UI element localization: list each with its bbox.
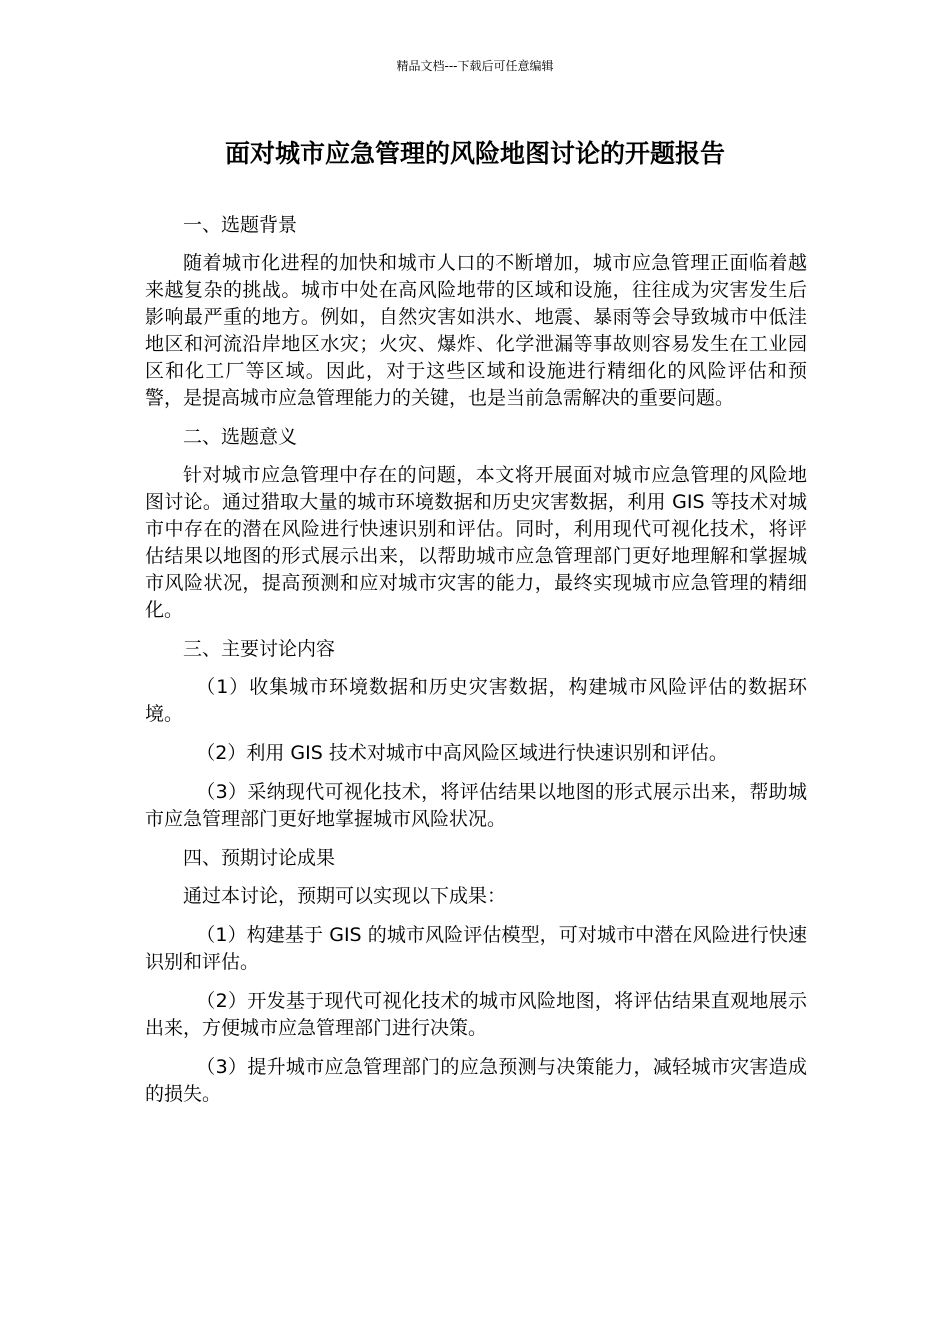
main-content-item-1: （1）收集城市环境数据和历史灾害数据，构建城市风险评估的数据环境。 [145, 676, 807, 725]
section-heading-main-content: 三、主要讨论内容 [183, 638, 336, 660]
expected-results-intro: 通过本讨论，预期可以实现以下成果： [183, 885, 507, 907]
background-paragraph: 随着城市化进程的加快和城市人口的不断增加，城市应急管理正面临着越来越复杂的挑战。城市中处在高风险地带的区域和设施，往往成为灾害发生后影响最严重的地方。例如，自然灾害如洪水、地震、暴雨等会导致城市中低洼地区和河流沿岸地区水灾；火灾、爆炸、化学泄漏等事故则容易发生在工业园区和化工厂等区域。因此，对于这些区域和设施进行精细化的风险评估和预警，是提高城市应急管理能力的关键，也是当前急需解决的重要问题。 [145, 252, 807, 409]
expected-result-item-2: （2）开发基于现代可视化技术的城市风险地图，将评估结果直观地展示出来，方便城市应急管理部门进行决策。 [145, 990, 807, 1039]
section-heading-expected-results: 四、预期讨论成果 [183, 847, 336, 869]
page-header: 精品文档---下载后可任意编辑 [396, 59, 554, 73]
significance-paragraph: 针对城市应急管理中存在的问题，本文将开展面对城市应急管理的风险地图讨论。通过猎取大量的城市环境数据和历史灾害数据，利用 GIS 等技术对城市中存在的潜在风险进行快速识别和评估。同时，利用现代可视化技术，将评估结果以地图的形式展示出来，以帮助城市应急管理部门更好地理解和掌握城市风险状况，提高预测和应对城市灾害的能力，最终实现城市应急管理的精细化。 [145, 464, 807, 621]
document-title: 面对城市应急管理的风险地图讨论的开题报告 [224, 139, 725, 168]
document-body [145, 212, 807, 1120]
expected-result-item-3: （3）提升城市应急管理部门的应急预测与决策能力，减轻城市灾害造成的损失。 [145, 1056, 807, 1105]
main-content-item-2: （2）利用 GIS 技术对城市中高风险区域进行快速识别和评估。 [196, 742, 728, 764]
section-heading-significance: 二、选题意义 [183, 426, 298, 448]
expected-result-item-1: （1）构建基于 GIS 的城市风险评估模型，可对城市中潜在风险进行快速识别和评估。 [145, 924, 807, 973]
section-heading-background: 一、选题背景 [183, 214, 298, 236]
main-content-item-3: （3）采纳现代可视化技术，将评估结果以地图的形式展示出来，帮助城市应急管理部门更好地掌握城市风险状况。 [145, 781, 807, 830]
